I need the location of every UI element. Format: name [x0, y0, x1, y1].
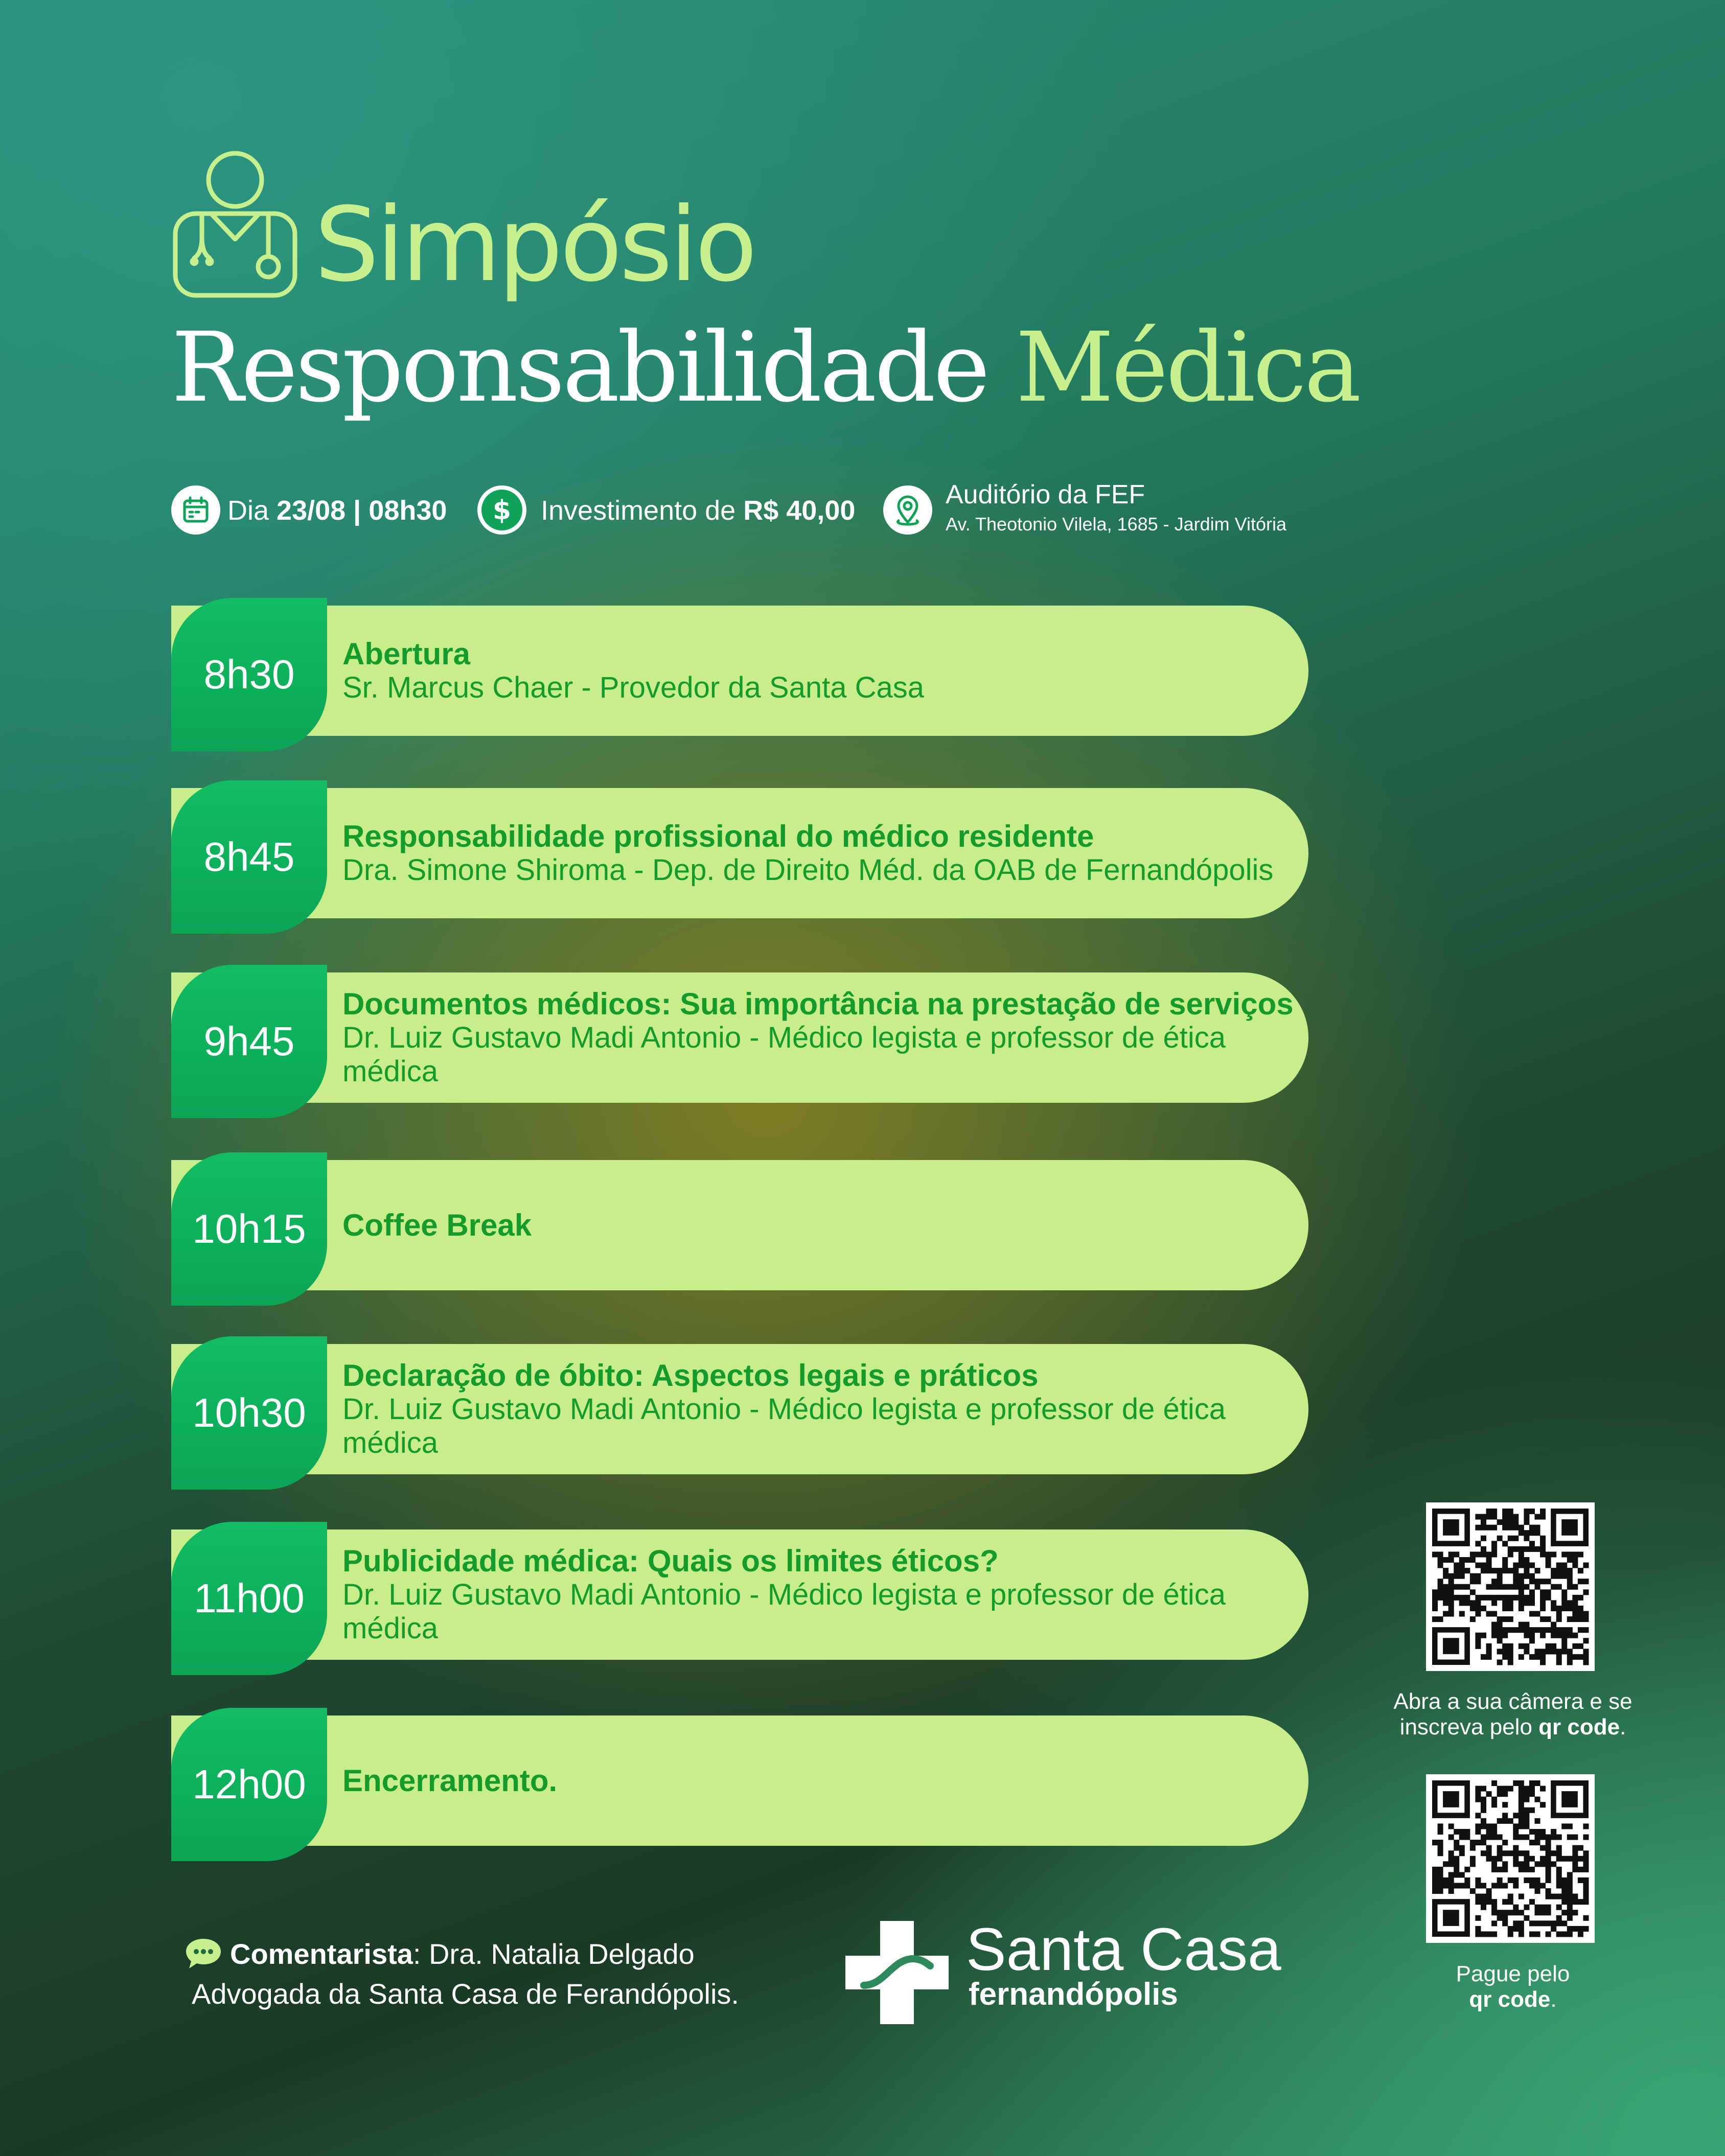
agenda-title: Documentos médicos: Sua importância na prestação de serviços — [342, 986, 1294, 1021]
registration-caption-bold: qr code — [1538, 1714, 1620, 1740]
agenda-item — [171, 598, 1308, 751]
doctor-stethoscope-icon — [171, 148, 299, 302]
agenda-title: Responsabilidade profissional do médico residente — [342, 819, 1094, 853]
commentator-label: Comentarista — [230, 1938, 413, 1970]
agenda-content — [342, 1344, 1303, 1474]
agenda-item — [171, 1522, 1308, 1675]
price-prefix: Investimento de — [541, 495, 736, 526]
date-value: 23/08 | 08h30 — [277, 495, 447, 526]
registration-qr-caption — [1370, 1689, 1656, 1740]
registration-caption-end: . — [1620, 1714, 1626, 1740]
agenda-time: 11h00 — [171, 1522, 327, 1675]
title-responsabilidade-medica — [171, 312, 1359, 424]
commentator-line — [187, 1934, 739, 1974]
price-value: R$ 40,00 — [743, 495, 856, 526]
dollar-icon — [477, 485, 526, 535]
payment-caption-line1: Pague pelo — [1456, 1961, 1570, 1986]
title-main-word: Responsabilidade — [171, 312, 988, 424]
title-simposio: Simpósio — [314, 186, 754, 305]
payment-caption-line2 — [1370, 1987, 1656, 2012]
agenda-speaker: Dr. Luiz Gustavo Madi Antonio - Médico legista e professor de ética médica — [342, 1021, 1226, 1088]
payment-caption-bold: qr code — [1469, 1987, 1551, 2012]
agenda-item — [171, 780, 1308, 934]
agenda-item — [171, 1152, 1308, 1306]
agenda-time: 10h15 — [171, 1152, 327, 1306]
agenda-item — [171, 1336, 1308, 1490]
payment-qr-code[interactable] — [1426, 1774, 1595, 1943]
registration-caption-text: inscreva pelo — [1399, 1714, 1532, 1740]
agenda-title: Encerramento. — [342, 1763, 558, 1798]
agenda-time: 10h30 — [171, 1336, 327, 1490]
santa-casa-cross-logo — [843, 1919, 951, 2029]
agenda-content — [342, 972, 1303, 1103]
calendar-icon — [171, 485, 220, 535]
agenda-speaker: Sr. Marcus Chaer - Provedor da Santa Casa — [342, 670, 924, 704]
agenda-content — [342, 1715, 1303, 1846]
payment-qr-caption — [1370, 1961, 1656, 2012]
event-price — [541, 495, 855, 526]
agenda-item — [171, 965, 1308, 1118]
agenda-content — [342, 1529, 1303, 1660]
brand-name: Santa Casa — [966, 1916, 1281, 1983]
location-pin-icon — [883, 485, 932, 535]
agenda-title: Coffee Break — [342, 1208, 532, 1242]
agenda-speaker: Dr. Luiz Gustavo Madi Antonio - Médico legista e professor de ética médica — [342, 1392, 1226, 1459]
agenda-content — [342, 788, 1303, 918]
agenda-time: 8h45 — [171, 780, 327, 934]
brand-city: fernandópolis — [969, 1977, 1178, 2012]
agenda-item — [171, 1708, 1308, 1861]
agenda-speaker: Dr. Luiz Gustavo Madi Antonio - Médico legista e professor de ética médica — [342, 1578, 1226, 1645]
svg-text:$: $ — [492, 495, 512, 526]
agenda-speaker: Dra. Simone Shiroma - Dep. de Direito Méd. da OAB de Fernandópolis — [342, 853, 1274, 887]
registration-caption-line1: Abra a sua câmera e se — [1393, 1689, 1632, 1714]
registration-qr-code[interactable] — [1426, 1502, 1595, 1671]
event-date — [227, 495, 447, 526]
agenda-content — [342, 606, 1303, 736]
commentator-name: : Dra. Natalia Delgado — [412, 1938, 695, 1970]
registration-caption-line2 — [1370, 1714, 1656, 1740]
agenda-title: Declaração de óbito: Aspectos legais e práticos — [342, 1358, 1039, 1393]
commentator-role: Advogada da Santa Casa de Ferandópolis. — [192, 1978, 739, 2010]
venue-name: Auditório da FEF — [946, 480, 1145, 509]
venue-address: Av. Theotonio Vilela, 1685 - Jardim Vitória — [946, 514, 1287, 535]
agenda-title: Abertura — [342, 636, 471, 671]
agenda-content — [342, 1160, 1303, 1290]
payment-caption-end: . — [1550, 1987, 1557, 2012]
date-prefix: Dia — [227, 495, 269, 526]
agenda-time: 12h00 — [171, 1708, 327, 1861]
agenda-time: 8h30 — [171, 598, 327, 751]
title-accent-word: Médica — [1016, 312, 1359, 424]
agenda-time: 9h45 — [171, 965, 327, 1118]
agenda-title: Publicidade médica: Quais os limites éticos? — [342, 1543, 999, 1578]
commentator-info — [187, 1934, 739, 2014]
